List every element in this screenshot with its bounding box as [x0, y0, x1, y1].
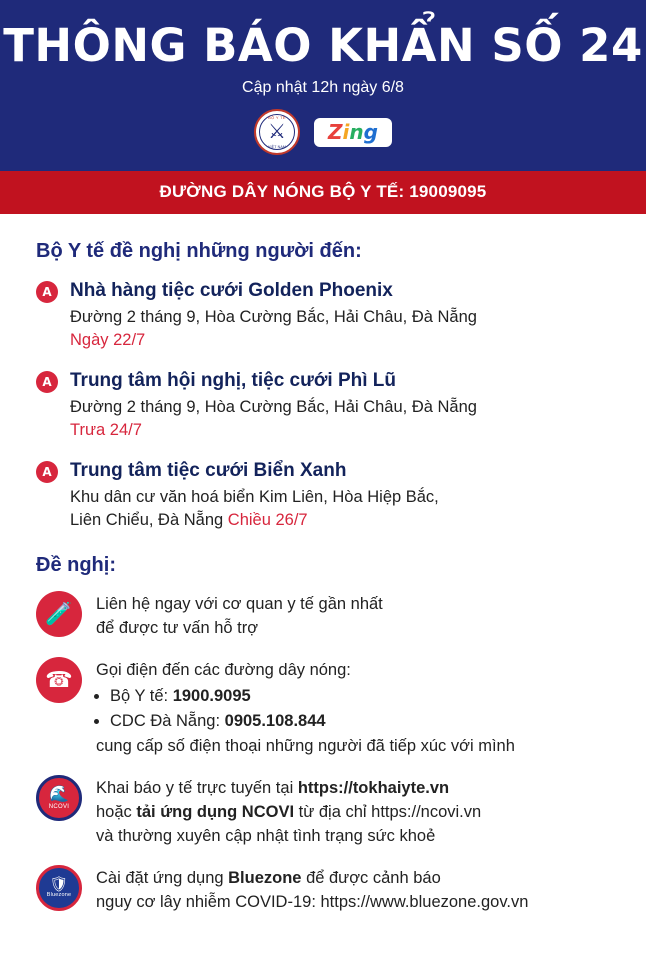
places-section-title: Bộ Y tế đề nghị những người đến:: [36, 240, 362, 263]
logo-bottom-text: VIỆT NAM: [267, 145, 287, 150]
shield-icon: 🛡: [49, 876, 69, 894]
list-item: [36, 279, 612, 352]
list-item: [36, 459, 612, 532]
request-line-2: để được tư vấn hỗ trợ: [96, 618, 259, 637]
ncovi-label: NCOVI: [48, 803, 70, 810]
request-text: [96, 865, 612, 915]
content-body: [0, 214, 646, 915]
bluezone-line-1-post: để được cảnh báo: [301, 869, 441, 888]
tokhaiyte-link[interactable]: https://tokhaiyte.vn: [297, 779, 450, 798]
blood-test-tube-icon: [36, 591, 82, 637]
zing-letter-g: g: [363, 119, 378, 144]
hotline-number: 1900.9095: [172, 686, 251, 705]
zing-letter-n: n: [349, 119, 364, 144]
hotline-number: 0905.108.844: [224, 711, 326, 730]
place-address-line2-text: Liên Chiểu, Đà Nẵng: [70, 510, 224, 529]
place-address: Đường 2 tháng 9, Hòa Cường Bắc, Hải Châu, Đà Nẵng: [70, 397, 477, 416]
request-line-1: Liên hệ ngay với cơ quan y tế gần nhất: [96, 594, 383, 613]
ncovi-line-1: [96, 777, 612, 801]
list-item: [36, 591, 612, 641]
list-item: [110, 710, 612, 734]
place-address: Đường 2 tháng 9, Hòa Cường Bắc, Hải Châu, Đà Nẵng: [70, 307, 477, 326]
ncovi-line-2-pre: hoặc: [96, 803, 137, 822]
logo-row: [0, 109, 646, 155]
requests-section-title: Đề nghị:: [36, 553, 116, 576]
list-item: [36, 657, 612, 760]
location-marker-icon: A: [36, 281, 58, 303]
place-time: Chiều 26/7: [227, 510, 308, 529]
update-timestamp: Cập nhật 12h ngày 6/8: [242, 79, 404, 97]
bluezone-app-name: Bluezone: [228, 869, 302, 888]
phone-call-icon: [36, 657, 82, 703]
hotline-bar: ĐƯỜNG DÂY NÓNG BỘ Y TẾ: 19009095: [0, 171, 646, 214]
logo-top-text: BỘ Y TẾ: [268, 115, 286, 121]
ncovi-line-3: và thường xuyên cập nhật tình trạng sức khoẻ: [96, 827, 436, 846]
wave-glyph: 🌊: [49, 785, 69, 803]
header-banner: [0, 0, 646, 171]
bluezone-line-1-pre: Cài đặt ứng dụng: [96, 869, 229, 888]
hotline-list: [96, 685, 612, 734]
hotline-label: Bộ Y tế:: [110, 686, 169, 705]
hotline-label: CDC Đà Nẵng:: [110, 711, 221, 730]
place-name: Nhà hàng tiệc cưới Golden Phoenix: [70, 280, 393, 302]
zing-logo: [314, 118, 392, 147]
list-item: [110, 685, 612, 709]
bluezone-app-icon: [36, 865, 82, 911]
bluezone-line-2[interactable]: nguy cơ lây nhiễm COVID-19: https://www.bluezone.gov.vn: [96, 893, 529, 912]
ncovi-line-1-pre: Khai báo y tế trực tuyến tại: [96, 779, 298, 798]
place-time: Ngày 22/7: [70, 331, 146, 350]
place-address: Khu dân cư văn hoá biển Kim Liên, Hòa Hiệp Bắc,: [70, 487, 439, 506]
ncovi-logo-inner: [49, 787, 70, 810]
list-item: [36, 865, 612, 915]
asclepius-snake-icon: ⚔: [268, 121, 286, 144]
place-address-line2: [70, 509, 612, 532]
phone-glyph: ☎: [45, 666, 73, 692]
list-item: [36, 775, 612, 849]
ncovi-link[interactable]: từ địa chỉ https://ncovi.vn: [294, 803, 482, 822]
ministry-of-health-logo-icon: [254, 109, 300, 155]
location-marker-icon: A: [36, 371, 58, 393]
ncovi-line-2: [96, 801, 612, 825]
location-marker-icon: A: [36, 461, 58, 483]
request-text: [96, 775, 612, 849]
place-name: Trung tâm hội nghị, tiệc cưới Phì Lũ: [70, 370, 396, 392]
bluezone-label: Bluezone: [46, 892, 72, 899]
test-tube-glyph: 🧪: [45, 600, 73, 626]
place-name: Trung tâm tiệc cưới Biển Xanh: [70, 460, 347, 481]
place-time: Trưa 24/7: [70, 420, 142, 439]
request-text: [96, 657, 612, 760]
ncovi-app-label: tải ứng dụng NCOVI: [136, 803, 295, 822]
zing-letter-i: i: [342, 119, 350, 144]
page-title: THÔNG BÁO KHẨN SỐ 24: [3, 19, 643, 72]
bluezone-logo-inner: [47, 877, 72, 899]
ncovi-app-icon: [36, 775, 82, 821]
bluezone-line-1: [96, 867, 612, 891]
list-item: [36, 369, 612, 442]
hotline-outro: cung cấp số điện thoại những người đã tiếp xúc với mình: [96, 737, 515, 756]
request-text: [96, 591, 612, 641]
hotline-intro: Gọi điện đến các đường dây nóng:: [96, 660, 351, 679]
zing-letter-z: Z: [328, 119, 343, 144]
